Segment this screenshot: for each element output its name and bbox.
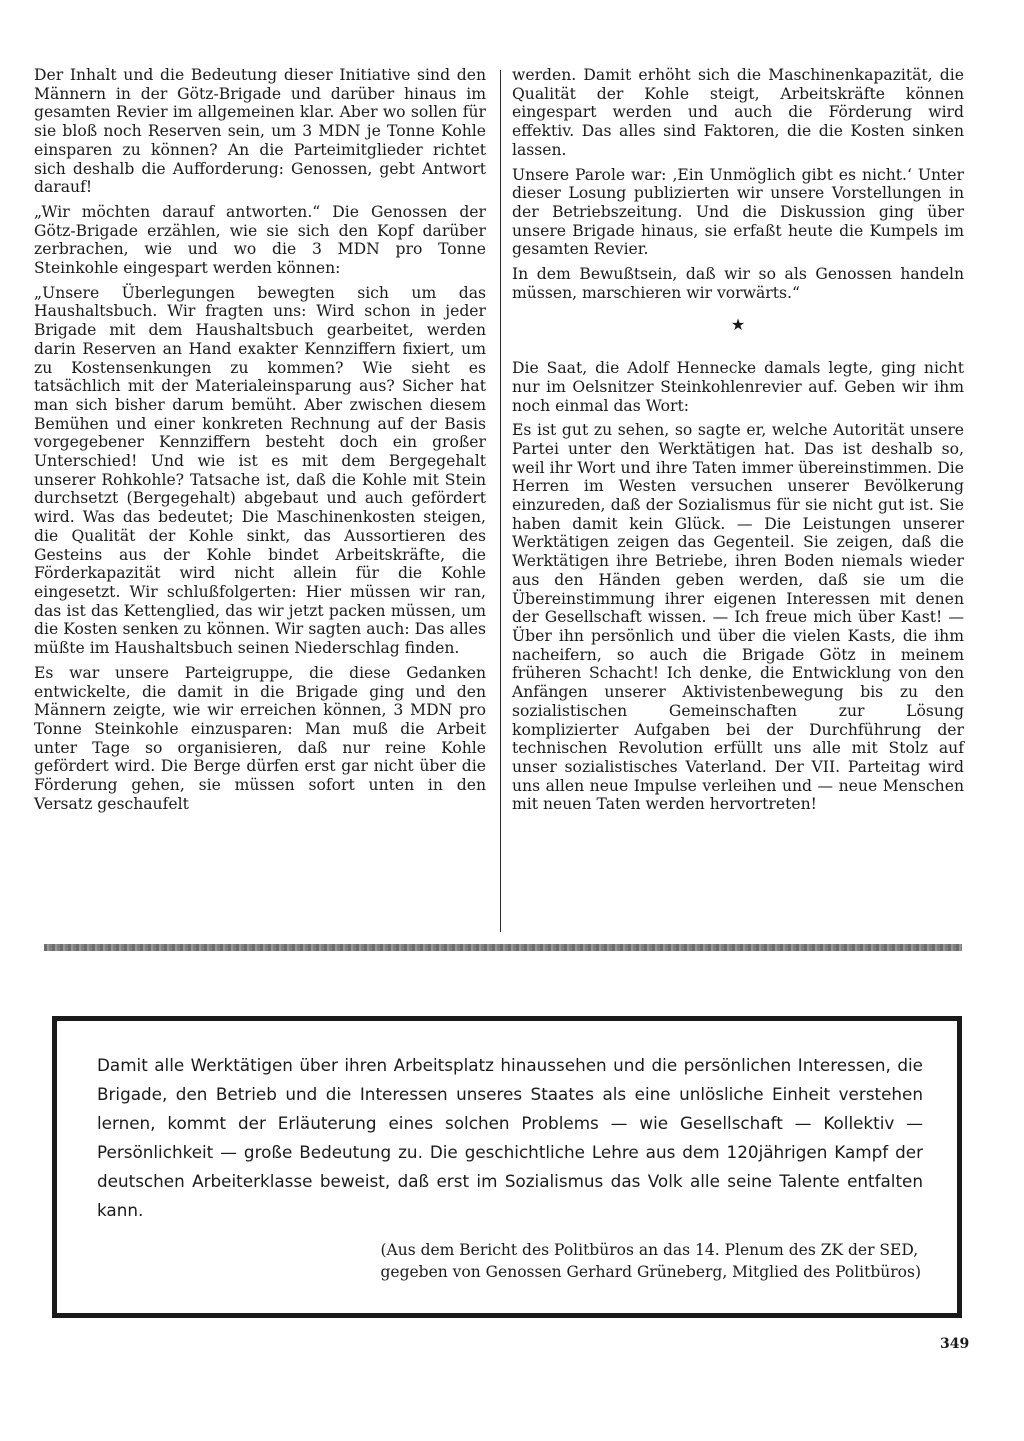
quote-source-line-1: (Aus dem Bericht des Politbüros an das 14. Plenum des ZK der SED, bbox=[380, 1241, 919, 1259]
left-paragraph-3: „Unsere Überlegungen bewegten sich um das Haushaltsbuch. Wir fragten uns: Wird schon in jeder Brigade mit dem Haushaltsbuch gearbeitet, werden darin Reserven an Hand exakter Kennziffern fixiert, um zu Kostensenkungen zu kommen? Wie sieht es tatsächlich mit der Materialeinsparung aus? Sicher hat man sich bisher darum bemüht. Aber zwischen diesem Bemühen und einer konkreten Rechnung auf der Basis vorgegebener Kennziffern besteht doch ein großer Unterschied! Und wie ist es mit dem Bergegehalt unserer Rohkohle? Tatsache ist, daß die Kohle mit Stein durchsetzt (Bergegehalt) abgebaut und auch gefördert wird. Was das bedeutet; Die Maschinenkosten steigen, die Qualität der Kohle sinkt, das Aussortieren des Gesteins aus der Kohle bindet Arbeitskräfte, die Förderkapazität wird nicht allein für die Kohle eingesetzt. Wir schlußfolgerten: Hier müssen wir ran, das ist das Kettenglied, das wir jetzt packen müssen, um die Kosten senken zu können. Wir sagten auch: Das alles müßte im Haushaltsbuch seinen Niederschlag finden. bbox=[34, 283, 486, 658]
left-paragraph-4: Es war unsere Parteigruppe, die diese Gedanken entwickelte, die damit in die Brigade ging und den Männern zeigte, wie wir erreichen können, 3 MDN pro Tonne Steinkohle einzusparen: Man muß die Arbeit unter Tage so organisieren, daß nur reine Kohle gefördert wird. Die Berge dürfen erst gar nicht über die Förderung gehen, sie müssen sofort unten in den Versatz geschaufelt bbox=[34, 663, 486, 813]
quote-text: Damit alle Werktätigen über ihren Arbeitsplatz hinaussehen und die persönlichen Interessen, die Brigade, den Betrieb und die Interessen unseres Staates als eine unlösliche Einheit verstehen lernen, kommt der Erläuterung eines solchen Problems — wie Gesellschaft — Kollektiv — Persönlichkeit — große Bedeutung zu. Die geschichtliche Lehre aus dem 120jährigen Kampf der deutschen Arbeiterklasse beweist, daß erst im Sozialismus das Volk alle seine Talente entfalten kann. bbox=[97, 1055, 923, 1220]
page-number: 349 bbox=[940, 1336, 970, 1352]
quote-box bbox=[52, 1016, 962, 1318]
column-divider bbox=[500, 70, 501, 932]
star-separator-icon: ★ bbox=[730, 315, 746, 335]
left-column bbox=[34, 66, 486, 819]
left-paragraph-1: Der Inhalt und die Bedeutung dieser Initiative sind den Männern in der Götz-Brigade und darüber hinaus im gesamten Revier im allgemeinen klar. Aber wo sollen für sie bloß noch Reserven sein, um 3 MDN je Tonne Kohle einsparen zu können? An die Parteimitglieder richtet sich deshalb die Aufforderung: Genossen, gebt Antwort darauf! bbox=[34, 66, 486, 197]
right-paragraph-3: In dem Bewußtsein, daß wir so als Genossen handeln müssen, marschieren wir vorwärts.“ bbox=[512, 265, 964, 302]
right-paragraph-1: werden. Damit erhöht sich die Maschinenkapazität, die Qualität der Kohle steigt, Arbeitskräfte können eingespart werden und auch die Förderung wird effektiv. Das alles sind Faktoren, die die Kosten sinken lassen. bbox=[512, 66, 964, 159]
horizontal-rule bbox=[44, 944, 962, 951]
right-column bbox=[512, 66, 964, 820]
right-paragraph-4: Die Saat, die Adolf Hennecke damals legte, ging nicht nur im Oelsnitzer Steinkohlenrevier auf. Geben wir ihm noch einmal das Wort: bbox=[512, 359, 964, 415]
quote-source bbox=[380, 1239, 921, 1283]
quote-source-line-2: gegeben von Genossen Gerhard Grüneberg, Mitglied des Politbüros) bbox=[380, 1263, 921, 1281]
right-paragraph-5: Es ist gut zu sehen, so sagte er, welche Autorität unsere Partei unter den Werktätigen hat. Das ist deshalb so, weil ihr Wort und ihre Taten immer übereinstimmen. Die Herren im Westen versuchen unserer Bevölkerung einzureden, daß der Sozialismus für sie nicht gut ist. Sie haben damit kein Glück. — Die Leistungen unserer Werktätigen zeigen das Gegenteil. Sie zeigen, daß die Werktätigen ihre Betriebe, ihren Boden niemals wieder aus den Händen geben werden, daß sie um die Übereinstimmung ihrer eigenen Interessen mit denen der Gesellschaft wissen. — Ich freue mich über Kast! — Über ihn persönlich und über die vielen Kasts, die ihm nacheifern, so auch die Brigade Götz in meinem früheren Schacht! Ich denke, die Entwicklung von den Anfängen unserer Aktivistenbewegung bis zu den sozialistischen Gemeinschaften zur Lösung komplizierter Aufgaben bei der Durchführung der technischen Revolution erfüllt uns alle mit Stolz auf unser sozialistisches Vaterland. Der VII. Parteitag wird uns allen neue Impulse verleihen und — neue Menschen mit neuen Taten werden hervortreten! bbox=[512, 421, 964, 814]
right-paragraph-2: Unsere Parole war: ‚Ein Unmöglich gibt es nicht.‘ Unter dieser Losung publizierten wir unsere Vorstellungen in der Betriebszeitung. Und die Diskussion ging über unsere Brigade hinaus, sie erfaßt heute die Kumpels im gesamten Revier. bbox=[512, 165, 964, 259]
left-paragraph-2: „Wir möchten darauf antworten.“ Die Genossen der Götz-Brigade erzählen, wie sie sich den Kopf darüber zerbrachen, wie und wo die 3 MDN pro Tonne Steinkohle eingespart werden können: bbox=[34, 202, 486, 278]
